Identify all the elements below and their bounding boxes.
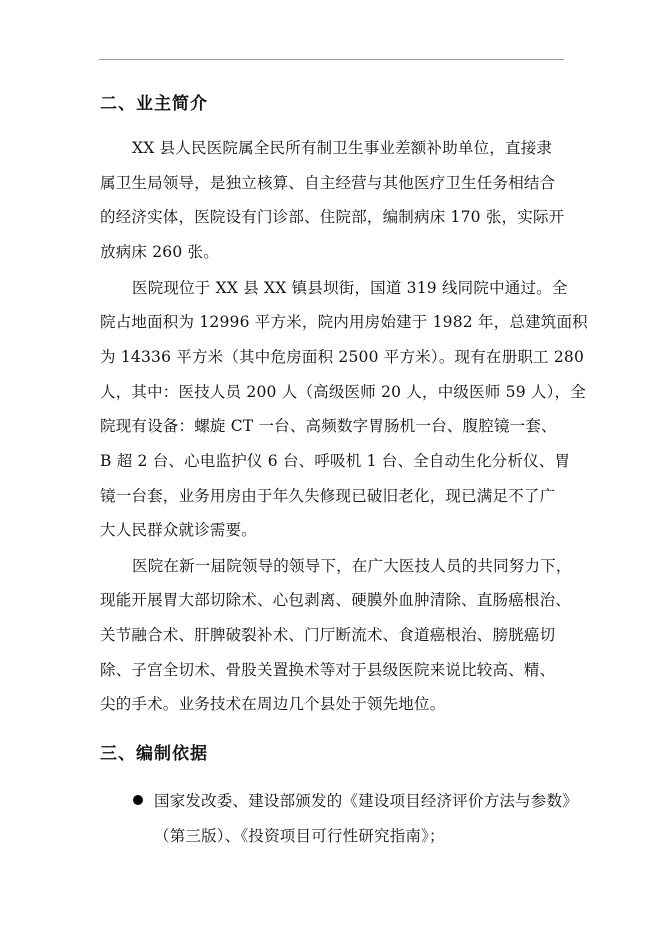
section-heading-owner-intro: 二、业主简介 xyxy=(100,94,208,114)
paragraph-line: 属卫生局领导，是独立核算、自主经营与其他医疗卫生任务相结合 xyxy=(100,174,556,192)
paragraph-line: 的经济实体，医院设有门诊部、住院部，编制病床 170 张，实际开 xyxy=(100,208,565,226)
paragraph-line: 院现有设备：螺旋 CT 一台、高频数字胃肠机一台、腹腔镜一套、 xyxy=(100,417,557,435)
paragraph-line: 现能开展胃大部切除术、心包剥离、硬膜外血肿清除、直肠癌根治、 xyxy=(100,591,572,609)
paragraph-line: 人，其中：医技人员 200 人（高级医师 20 人，中级医师 59 人），全 xyxy=(100,383,586,401)
paragraph-line: 医院现位于 XX 县 XX 镇县坝街，国道 319 线同院中通过。全 xyxy=(132,279,568,297)
paragraph-line: XX 县人民医院属全民所有制卫生事业差额补助单位，直接隶 xyxy=(132,139,553,157)
paragraph-line: 放病床 260 张。 xyxy=(100,243,219,261)
paragraph-line: 尖的手术。业务技术在周边几个县处于领先地位。 xyxy=(100,695,446,713)
paragraph-line: 为 14336 平方米（其中危房面积 2500 平方米）。现有在册职工 280 xyxy=(100,348,585,366)
paragraph-line: 医院在新一届院领导的领导下，在广大医技人员的共同努力下， xyxy=(132,557,572,575)
paragraph-line: B 超 2 台、心电监护仪 6 台、呼吸机 1 台、全自动生化分析仪、胃 xyxy=(100,452,571,470)
paragraph-line: 大人民群众就诊需要。 xyxy=(100,521,258,539)
list-item-line: （第三版）、《投资项目可行性研究指南》； xyxy=(154,827,445,845)
paragraph-line: 关节融合术、肝脾破裂补术、门厅断流术、食道癌根治、膀胱癌切 xyxy=(100,626,556,644)
paragraph-line: 镜一台套，业务用房由于年久失修现已破旧老化，现已满足不了广 xyxy=(100,487,556,505)
section-heading-basis: 三、编制依据 xyxy=(100,744,208,764)
header-rule xyxy=(99,59,564,60)
paragraph-line: 院占地面积为 12996 平方米，院内用房始建于 1982 年，总建筑面积 xyxy=(100,313,588,331)
bullet-dot-icon xyxy=(133,795,143,805)
paragraph-line: 除、子宫全切术、骨股关置换术等对于县级医院来说比较高、精、 xyxy=(100,661,556,679)
list-item-line: 国家发改委、建设部颁发的《建设项目经济评价方法与参数》 xyxy=(154,792,578,810)
